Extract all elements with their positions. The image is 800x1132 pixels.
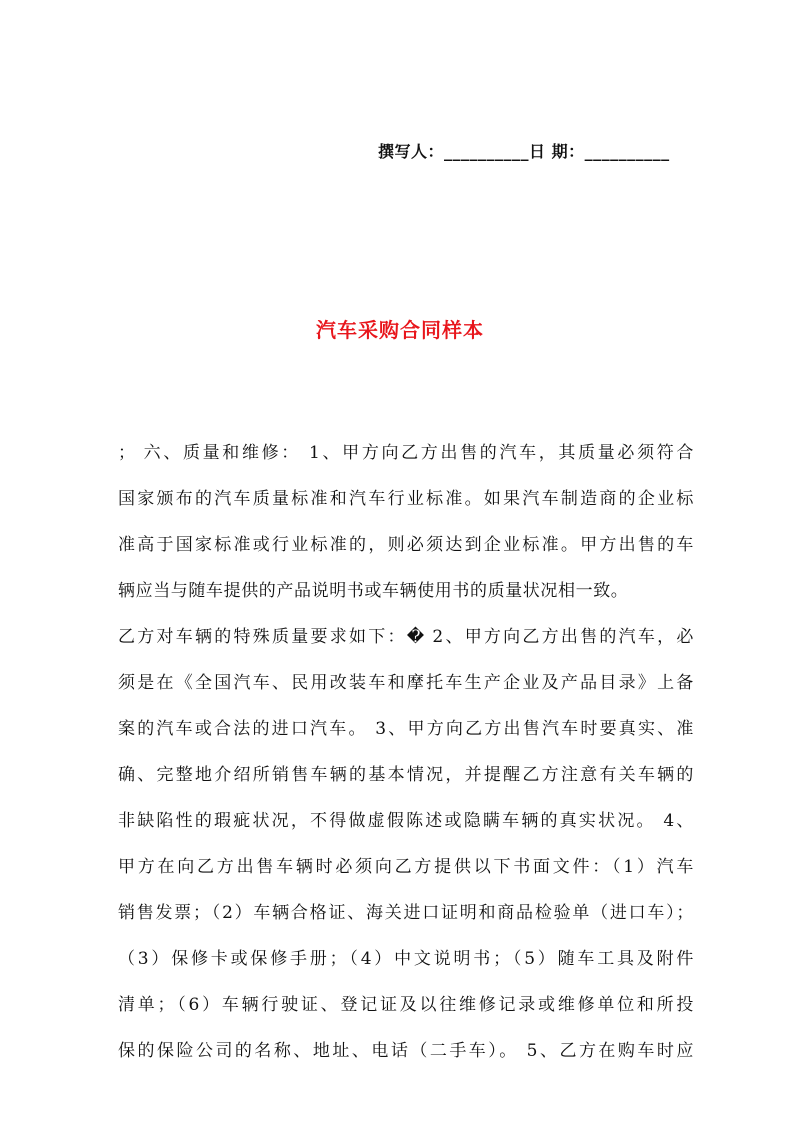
body-line: 辆应当与随车提供的产品说明书或车辆使用书的质量状况相一致。 <box>118 581 629 601</box>
body-line: ； 六、质量和维修： 1、甲方向乙方出售的汽车，其质量必须符合 <box>118 443 694 463</box>
body-line: 确、完整地介绍所销售车辆的基本情况，并提醒乙方注意有关车辆的 <box>118 765 694 785</box>
author-date-line: 撰写人：__________日 期：__________ <box>378 142 670 161</box>
body-line: 国家颁布的汽车质量标准和汽车行业标准。如果汽车制造商的企业标 <box>118 489 694 509</box>
body-line: 乙方对车辆的特殊质量要求如下：� 2、甲方向乙方出售的汽车，必 <box>118 627 694 647</box>
body-line: 非缺陷性的瑕疵状况，不得做虚假陈述或隐瞒车辆的真实状况。 4、 <box>118 811 694 831</box>
body-line: 清单；（6）车辆行驶证、登记证及以往维修记录或维修单位和所投 <box>118 995 694 1015</box>
document-title: 汽车采购合同样本 <box>316 318 484 342</box>
body-line: 案的汽车或合法的进口汽车。 3、甲方向乙方出售汽车时要真实、准 <box>118 719 694 739</box>
body-line: 销售发票；（2）车辆合格证、海关进口证明和商品检验单（进口车）； <box>118 903 694 923</box>
body-line: 须是在《全国汽车、民用改装车和摩托车生产企业及产品目录》上备 <box>118 673 694 693</box>
document-body <box>118 430 694 1074</box>
body-line: 保的保险公司的名称、地址、电话（二手车）。 5、乙方在购车时应 <box>118 1041 694 1061</box>
body-line: 准高于国家标准或行业标准的，则必须达到企业标准。甲方出售的车 <box>118 535 694 555</box>
body-line: （3）保修卡或保修手册；（4）中文说明书；（5）随车工具及附件 <box>118 949 694 969</box>
body-line: 甲方在向乙方出售车辆时必须向乙方提供以下书面文件：（1）汽车 <box>118 857 694 877</box>
